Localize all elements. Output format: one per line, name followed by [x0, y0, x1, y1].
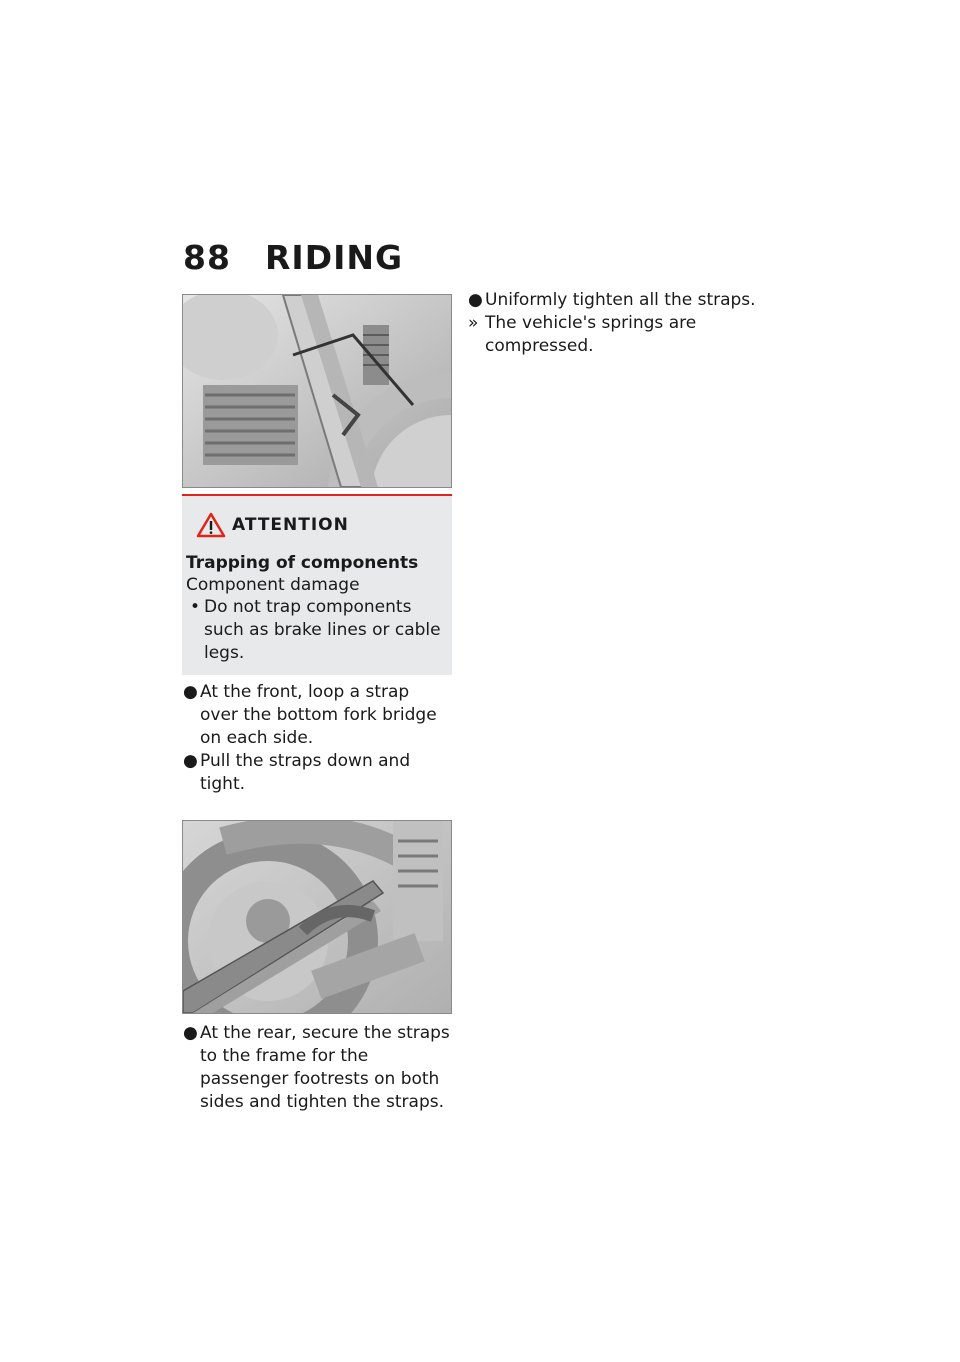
warning-triangle-icon: [196, 512, 226, 538]
result-arrow-icon: »: [468, 313, 479, 333]
motorcycle-front-fork-photo-icon: [183, 295, 451, 487]
attention-title: ATTENTION: [232, 515, 349, 535]
front-steps-list: [182, 681, 452, 796]
right-column: [467, 289, 757, 358]
page-number: 88: [183, 238, 231, 277]
motorcycle-rear-wheel-photo-icon: [183, 821, 451, 1013]
list-item: ● At the rear, secure the straps to the frame for the passenger footrests on both sides and tighten the straps.: [183, 1023, 450, 1112]
list-item: ● Uniformly tighten all the straps.: [468, 290, 756, 310]
attention-consequence: Component damage: [186, 575, 360, 595]
rear-steps-list: [182, 1022, 452, 1114]
section-title: RIDING: [265, 238, 404, 277]
left-column: [182, 294, 452, 1114]
attention-subtitle: Trapping of components: [186, 553, 419, 573]
attention-header: [186, 512, 442, 538]
front-fork-figure: [182, 294, 452, 488]
rear-figure: [182, 820, 452, 1014]
list-item: ● Pull the straps down and tight.: [183, 751, 411, 794]
result-item: » The vehicle's springs are compressed.: [468, 313, 697, 356]
right-steps-list: [467, 289, 757, 358]
page-header: [183, 238, 403, 277]
attention-box: [182, 494, 452, 675]
list-item: ● At the front, loop a strap over the bottom fork bridge on each side.: [183, 682, 437, 748]
attention-bullet: • Do not trap components such as brake lines or cable legs.: [186, 596, 442, 665]
